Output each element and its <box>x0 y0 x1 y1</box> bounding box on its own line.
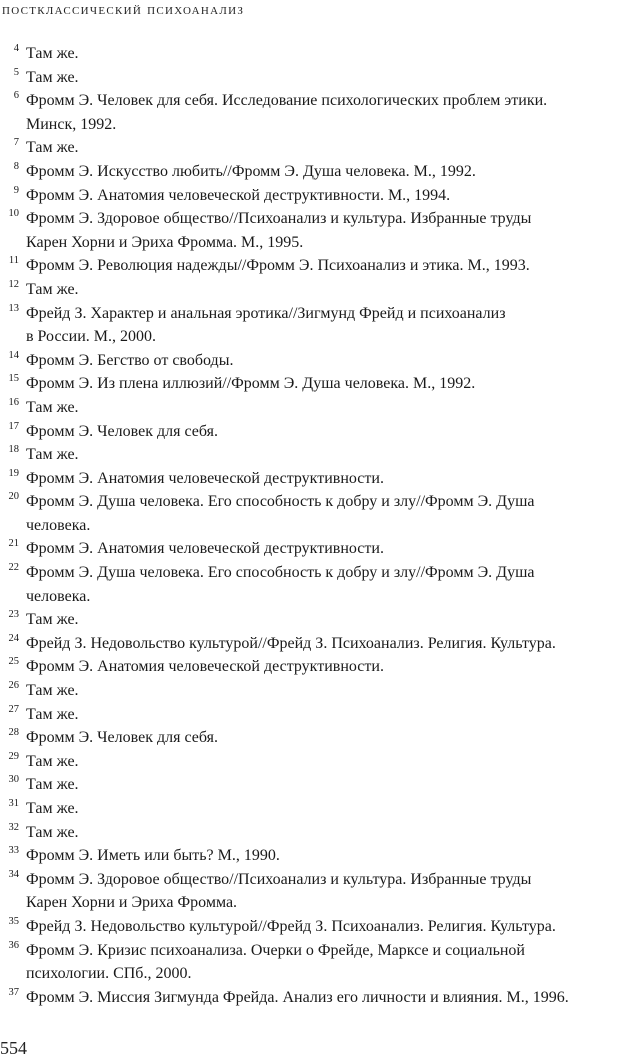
endnote-text-line: психологии. СПб., 2000. <box>26 965 192 983</box>
endnote-text-line: Карен Хорни и Эриха Фромма. <box>26 894 238 912</box>
endnote-text-line: Там же. <box>26 705 79 723</box>
endnote-text-line: Там же. <box>26 611 79 629</box>
endnote-text-line: Фромм Э. Здоровое общество//Психоанализ и культура. Избранные труды <box>26 210 532 228</box>
endnote-item <box>0 66 618 90</box>
endnote-text-line: Фромм Э. Из плена иллюзий//Фромм Э. Душа человека. М., 1992. <box>26 375 476 393</box>
endnote-text-line: Фромм Э. Революция надежды//Фромм Э. Психоанализ и этика. М., 1993. <box>26 257 530 275</box>
endnote-item <box>0 490 618 537</box>
endnote-text-line: Фромм Э. Иметь или быть? М., 1990. <box>26 847 280 865</box>
endnote-item <box>0 89 618 136</box>
endnote-item <box>0 821 618 845</box>
endnote-number: 10 <box>8 208 19 220</box>
endnote-text-line: Фромм Э. Человек для себя. <box>26 729 218 747</box>
endnote-number: 4 <box>13 43 19 54</box>
endnote-number: 22 <box>8 562 19 574</box>
endnote-number: 27 <box>8 703 19 715</box>
endnote-item <box>0 679 618 703</box>
endnote-number: 32 <box>8 821 19 833</box>
endnote-number: 17 <box>8 420 19 432</box>
page-number: 554 <box>0 1038 27 1058</box>
endnote-text-line: Фромм Э. Человек для себя. Исследование психологических проблем этики. <box>26 92 548 110</box>
endnote-number: 13 <box>8 302 19 314</box>
endnote-text-line: Там же. <box>26 139 79 157</box>
endnote-item <box>0 467 618 491</box>
endnote-number: 37 <box>8 986 19 998</box>
endnote-text-line: Там же. <box>26 398 79 416</box>
endnote-item <box>0 939 618 986</box>
endnote-text-line: Фромм Э. Анатомия человеческой деструктивности. <box>26 658 384 676</box>
endnote-text-line: Фромм Э. Анатомия человеческой деструктивности. <box>26 540 384 558</box>
endnote-item <box>0 632 618 656</box>
endnote-item <box>0 278 618 302</box>
endnote-item <box>0 349 618 373</box>
endnote-text-line: Минск, 1992. <box>26 115 117 133</box>
endnote-text-line: человека. <box>26 516 91 534</box>
endnote-text-line: Фрейд З. Характер и анальная эротика//Зигмунд Фрейд и психоанализ <box>26 304 506 322</box>
endnote-item <box>0 703 618 727</box>
endnote-text-line: в России. М., 2000. <box>26 328 157 346</box>
endnote-number: 31 <box>8 798 19 809</box>
endnote-number: 36 <box>8 939 19 951</box>
endnote-number: 6 <box>13 90 19 102</box>
endnote-number: 9 <box>13 184 19 196</box>
endnote-text-line: Там же. <box>26 280 79 298</box>
endnote-item <box>0 372 618 396</box>
endnote-item <box>0 750 618 774</box>
endnote-item <box>0 160 618 184</box>
endnote-text-line: Там же. <box>26 823 79 841</box>
endnote-text-line: Фромм Э. Кризис психоанализа. Очерки о Фрейде, Марксе и социальной <box>26 941 525 959</box>
endnote-text-line: Фромм Э. Миссия Зигмунда Фрейда. Анализ его личности и влияния. М., 1996. <box>26 988 569 1006</box>
endnote-item <box>0 254 618 278</box>
endnote-text-line: Фромм Э. Душа человека. Его способность к добру и злу//Фромм Э. Душа <box>26 493 535 511</box>
endnote-item <box>0 207 618 254</box>
endnote-number: 35 <box>8 915 19 927</box>
endnote-item <box>0 184 618 208</box>
endnote-item <box>0 608 618 632</box>
endnote-text-line: Там же. <box>26 776 79 794</box>
endnote-text-line: Фромм Э. Здоровое общество//Психоанализ и культура. Избранные труды <box>26 870 532 888</box>
endnote-number: 18 <box>8 444 19 456</box>
endnote-item <box>0 868 618 915</box>
endnote-number: 25 <box>8 656 19 668</box>
endnote-item <box>0 443 618 467</box>
endnote-item <box>0 655 618 679</box>
endnote-item <box>0 396 618 420</box>
endnote-text-line: Фромм Э. Человек для себя. <box>26 422 218 440</box>
endnote-number: 29 <box>8 750 19 762</box>
endnote-text-line: Там же. <box>26 45 79 62</box>
endnote-number: 21 <box>8 538 19 550</box>
endnote-number: 8 <box>13 160 19 172</box>
endnote-text-line: Там же. <box>26 68 79 86</box>
endnote-item <box>0 726 618 750</box>
endnote-text-line: Фромм Э. Анатомия человеческой деструктивности. <box>26 469 384 487</box>
endnote-text-line: Фромм Э. Бегство от свободы. <box>26 351 234 369</box>
endnote-text-line: Там же. <box>26 752 79 770</box>
endnote-number: 28 <box>8 727 19 739</box>
endnote-number: 7 <box>13 137 19 149</box>
endnote-item <box>0 915 618 939</box>
endnote-text-line: человека. <box>26 587 91 605</box>
endnote-item <box>0 537 618 561</box>
endnote-number: 14 <box>8 349 19 361</box>
endnote-number: 33 <box>8 845 19 857</box>
endnote-number: 30 <box>8 774 19 786</box>
endnote-item <box>0 986 618 1010</box>
endnote-text-line: Там же. <box>26 682 79 700</box>
endnote-number: 24 <box>8 632 19 644</box>
running-head: постклассический психоанализ <box>2 2 245 18</box>
endnote-number: 34 <box>8 868 19 880</box>
endnote-item <box>0 42 618 66</box>
endnote-number: 26 <box>8 680 19 692</box>
endnote-text-line: Карен Хорни и Эриха Фромма. М., 1995. <box>26 233 304 251</box>
endnote-number: 20 <box>8 491 19 503</box>
endnote-text-line: Там же. <box>26 800 79 817</box>
endnote-text-line: Фрейд З. Недовольство культурой//Фрейд З. Психоанализ. Религия. Культура. <box>26 634 556 652</box>
endnote-item <box>0 773 618 797</box>
endnote-number: 15 <box>8 373 19 385</box>
endnote-item <box>0 844 618 868</box>
endnote-number: 23 <box>8 609 19 621</box>
endnote-text-line: Фромм Э. Искусство любить//Фромм Э. Душа человека. М., 1992. <box>26 162 476 180</box>
endnote-text-line: Фромм Э. Анатомия человеческой деструктивности. М., 1994. <box>26 186 451 204</box>
endnote-number: 19 <box>8 467 19 479</box>
endnote-item <box>0 420 618 444</box>
endnote-number: 5 <box>13 66 19 78</box>
endnote-text-line: Фромм Э. Душа человека. Его способность к добру и злу//Фромм Э. Душа <box>26 564 535 582</box>
endnote-number: 12 <box>8 278 19 290</box>
endnote-item <box>0 561 618 608</box>
endnote-text-line: Фрейд З. Недовольство культурой//Фрейд З. Психоанализ. Религия. Культура. <box>26 917 556 935</box>
endnote-number: 16 <box>8 396 19 408</box>
endnote-item <box>0 302 618 349</box>
endnote-item <box>0 797 618 821</box>
endnotes-list <box>0 42 618 1009</box>
endnote-number: 11 <box>8 255 19 267</box>
endnote-item <box>0 136 618 160</box>
endnote-text-line: Там же. <box>26 446 79 464</box>
